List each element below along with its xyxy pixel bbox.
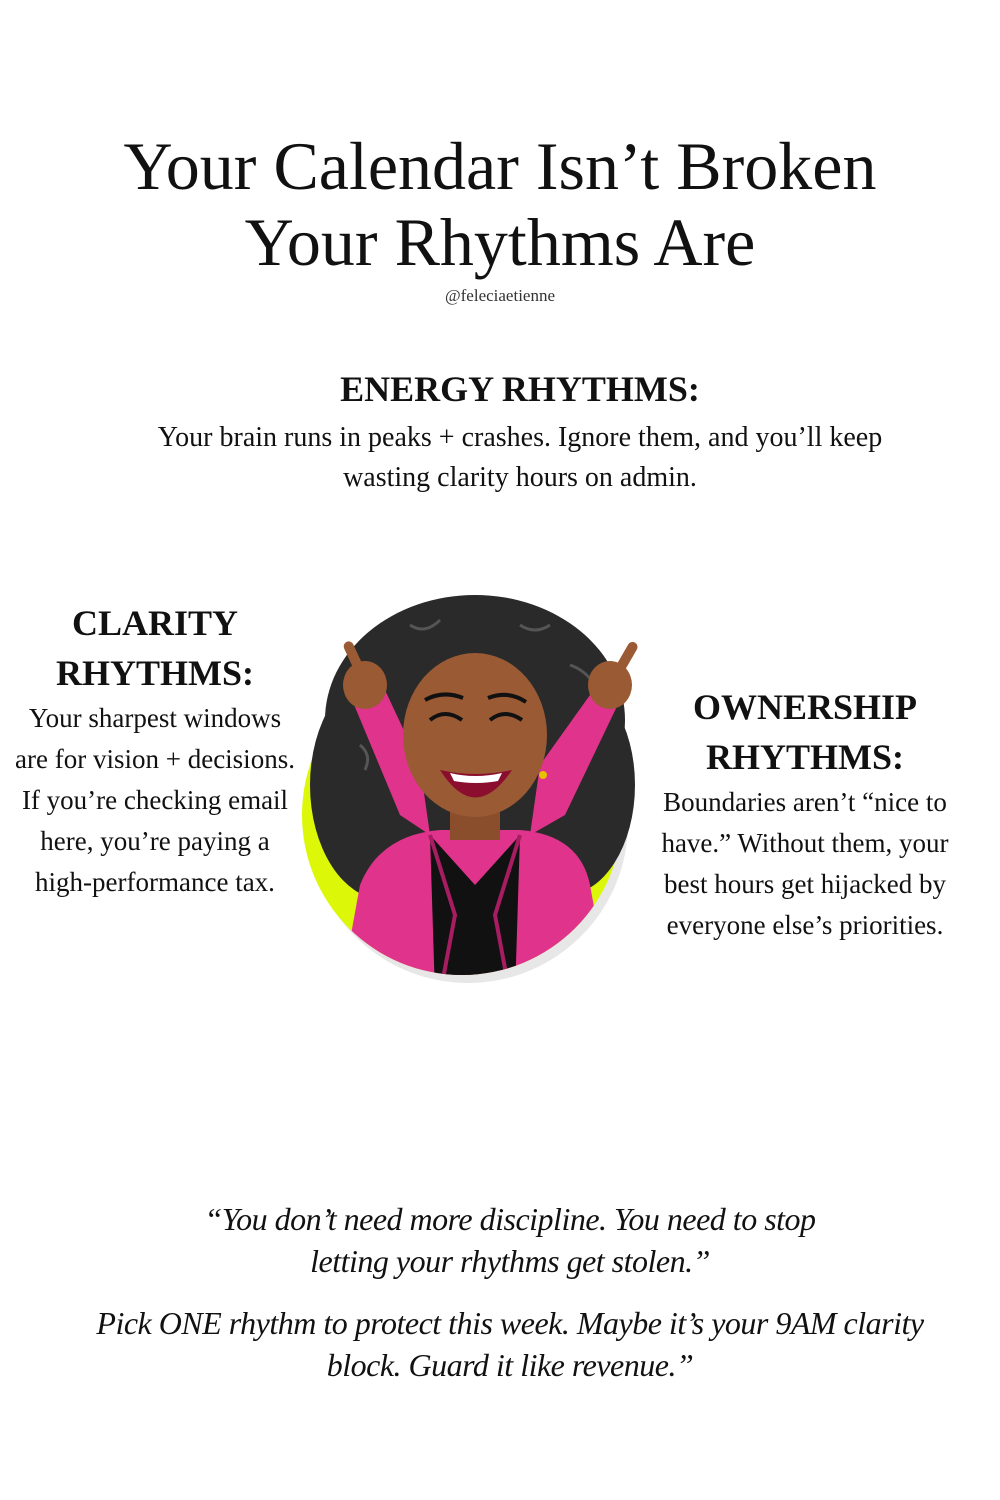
quote-discipline: “You don’t need more discipline. You need to stop letting your rhythms get stolen.” xyxy=(204,1201,816,1279)
ownership-heading: OWNERSHIP RHYTHMS: xyxy=(692,687,918,777)
ownership-section xyxy=(660,682,950,946)
title-line-2: Your Rhythms Are xyxy=(244,204,756,280)
page-title xyxy=(0,128,1000,280)
quote-call-to-action: Pick ONE rhythm to protect this week. Maybe it’s your 9AM clarity block. Guard it like revenue.” xyxy=(96,1305,924,1383)
energy-body: Your brain runs in peaks + crashes. Ignore them, and you’ll keep wasting clarity hours on admin. xyxy=(157,422,883,493)
author-handle: @feleciaetienne xyxy=(444,286,556,305)
energy-heading: ENERGY RHYTHMS: xyxy=(340,369,700,409)
avatar-illustration xyxy=(290,585,660,995)
ownership-body: Boundaries aren’t “nice to have.” Without them, your best hours get hijacked by everyone else’s priorities. xyxy=(661,787,949,940)
clarity-body: Your sharpest windows are for vision + decisions. If you’re checking email here, you’re paying a high-performance tax. xyxy=(15,703,295,897)
jacket xyxy=(340,830,610,995)
avatar-icon xyxy=(290,585,660,995)
title-line-1: Your Calendar Isn’t Broken xyxy=(123,128,877,204)
clarity-heading: CLARITY RHYTHMS: xyxy=(56,603,254,693)
clarity-section xyxy=(10,598,300,903)
